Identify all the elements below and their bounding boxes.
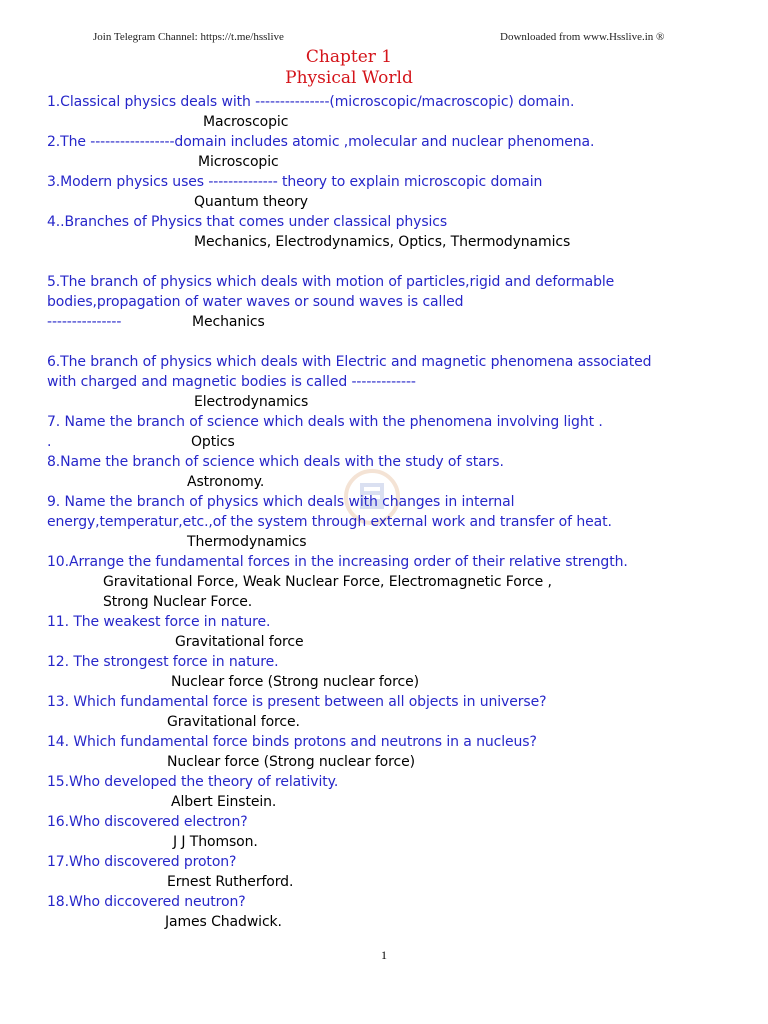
question-line: 16.Who discovered electron? [47, 814, 248, 830]
question-line: 3.Modern physics uses -------------- theory to explain microscopic domain [47, 174, 543, 190]
question-line: 5.The branch of physics which deals with motion of particles,rigid and deformable [47, 274, 615, 290]
question-line: 11. The weakest force in nature. [47, 614, 271, 630]
question-line: 8.Name the branch of science which deals with the study of stars. [47, 454, 504, 470]
question-line: . [47, 434, 52, 450]
page-number: 1 [381, 948, 387, 962]
chapter-subtitle: Physical World [285, 68, 413, 88]
question-line: 9. Name the branch of physics which deals with changes in internal [47, 494, 515, 510]
chapter-title: Chapter 1 [305, 47, 393, 67]
answer-line: J J Thomson. [173, 834, 258, 850]
question-line: 18.Who diccovered neutron? [47, 894, 246, 910]
question-line: 4..Branches of Physics that comes under classical physics [47, 214, 448, 230]
question-line: 2.The -----------------domain includes atomic ,molecular and nuclear phenomena. [47, 134, 595, 150]
answer-line: Thermodynamics [187, 534, 307, 550]
question-line: 6.The branch of physics which deals with Electric and magnetic phenomena associated [47, 354, 652, 370]
question-line: with charged and magnetic bodies is called ------------- [47, 374, 416, 390]
answer-line: Macroscopic [203, 114, 289, 130]
answer-line: Mechanics [192, 314, 265, 330]
header-telegram-note: Join Telegram Channel: https://t.me/hsslive [93, 31, 284, 43]
question-line: --------------- [47, 314, 122, 330]
answer-line: Gravitational force [175, 634, 304, 650]
answer-line: Albert Einstein. [171, 794, 277, 810]
answer-line: Microscopic [198, 154, 279, 170]
answer-line: Quantum theory [194, 194, 308, 210]
question-line: 1.Classical physics deals with ---------------(microscopic/macroscopic) domain. [47, 94, 575, 110]
question-line: 7. Name the branch of science which deals with the phenomena involving light . [47, 414, 603, 430]
answer-line: Mechanics, Electrodynamics, Optics, Thermodynamics [194, 234, 571, 250]
question-line: 15.Who developed the theory of relativity. [47, 774, 339, 790]
question-line: 17.Who discovered proton? [47, 854, 237, 870]
question-line: energy,temperatur,etc.,of the system through external work and transfer of heat. [47, 514, 612, 530]
question-line: 14. Which fundamental force binds protons and neutrons in a nucleus? [47, 734, 537, 750]
header-download-note: Downloaded from www.Hsslive.in ® [500, 31, 665, 43]
question-line: 13. Which fundamental force is present between all objects in universe? [47, 694, 547, 710]
answer-line: James Chadwick. [165, 914, 282, 930]
answer-line: Gravitational Force, Weak Nuclear Force, Electromagnetic Force , [103, 574, 552, 590]
answer-line: Nuclear force (Strong nuclear force) [167, 754, 415, 770]
answer-line: Optics [191, 434, 235, 450]
answer-line: Electrodynamics [194, 394, 309, 410]
question-line: 12. The strongest force in nature. [47, 654, 279, 670]
answer-line: Nuclear force (Strong nuclear force) [171, 674, 419, 690]
answer-line: Gravitational force. [167, 714, 300, 730]
answer-line: Astronomy. [187, 474, 265, 490]
question-line: bodies,propagation of water waves or sound waves is called [47, 294, 464, 310]
answer-line: Strong Nuclear Force. [103, 594, 253, 610]
answer-line: Ernest Rutherford. [167, 874, 294, 890]
question-line: 10.Arrange the fundamental forces in the increasing order of their relative strength. [47, 554, 628, 570]
